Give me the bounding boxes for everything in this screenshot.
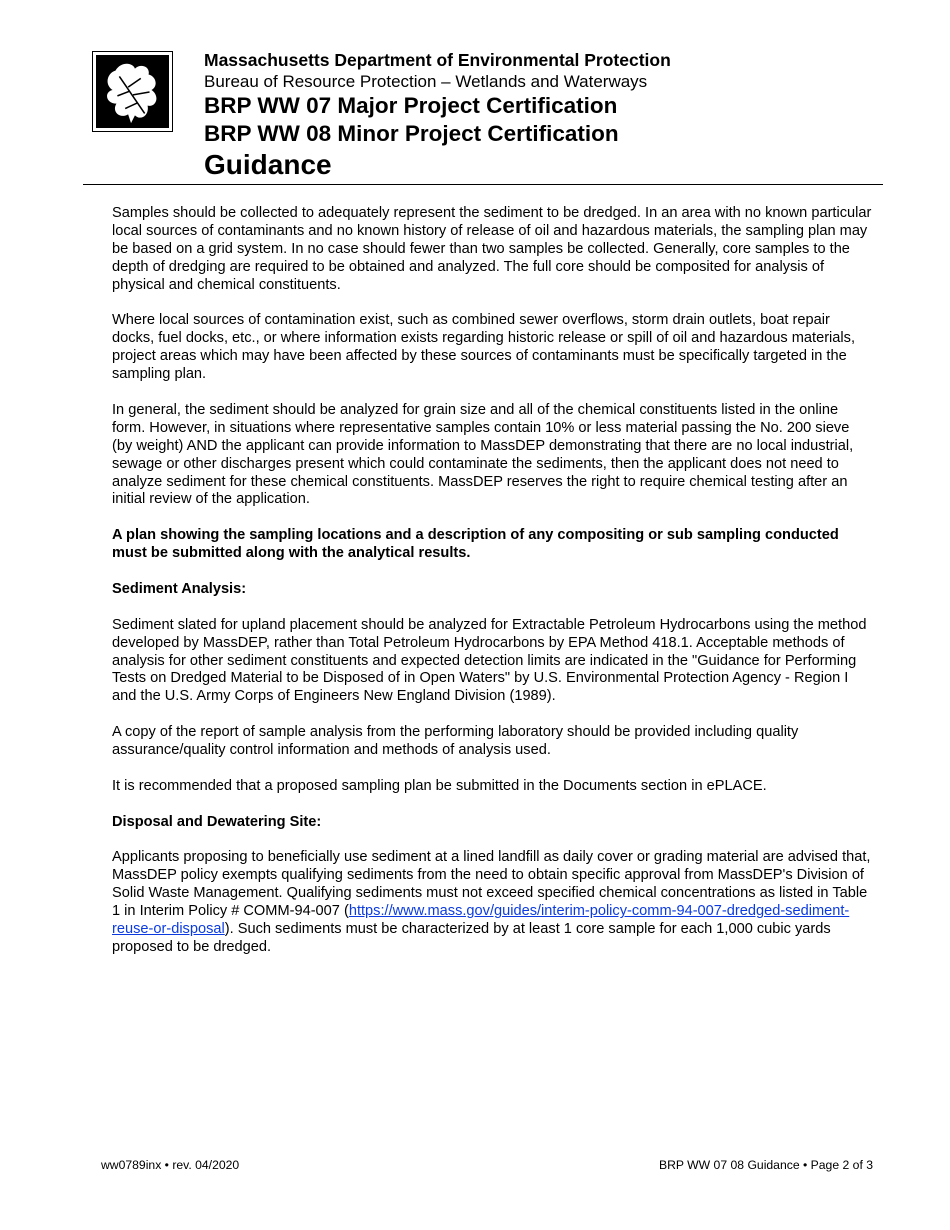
paragraph-disposal [112,849,872,956]
disposal-text-end: ). Such sediments must be characterized by at least 1 core sample for each 1,000 cubic yards proposed to be dredged. [112,921,831,956]
footer-page-label: BRP WW 07 08 Guidance • Page 2 of 3 [658,1158,873,1172]
agency-name: Massachusetts Department of Environmental Protection [204,50,671,70]
disposal-text-start: Applicants proposing to beneficially use sediment at a lined landfill as daily cover or grading material are advised that, MassDEP policy exempts qualifying sediments from the need to obtain specific approval from MassDEP's Division of Solid Waste Management. Qualifying sediments must not exceed specified chemical concentrations as listed in Table 1 in Interim Policy # COMM-94-007 ( [112,849,871,920]
interim-policy-link[interactable]: https://www.mass.gov/guides/interim-policy-comm-94-007-dredged-sediment-reuse-or-disposal [112,903,850,938]
form-title-minor: BRP WW 08 Minor Project Certification [204,121,619,146]
paragraph-sampling: Samples should be collected to adequately represent the sediment to be dredged. In an area with no known particular local sources of contaminants and no known history of release of oil and hazardous materials, the sampling plan may be based on a grid system. In no case should fewer than two samples be collected. Generally, core samples to the depth of dredging are required to be obtained and analyzed. The full core should be composited for analysis of physical and chemical constituents. [112,205,872,293]
form-title-major: BRP WW 07 Major Project Certification [204,93,618,118]
document-body [112,205,872,975]
paragraph-analysis: In general, the sediment should be analyzed for grain size and all of the chemical constituents listed in the online form. However, in situations where representative samples contain 10% or less material passing the No. 200 sieve (by weight) AND the applicant can provide information to MassDEP demonstrating that there are no local industrial, sewage or other discharges present which could contaminate the sediments, then the applicant does not need to analyze sediment for these chemical constituents. MassDEP reserves the right to require chemical testing after an initial review of the application. [112,401,854,508]
paragraph-methods: Sediment slated for upland placement should be analyzed for Extractable Petroleum Hydrocarbons using the method developed by MassDEP, rather than Total Petroleum Hydrocarbons by EPA Method 418.1. Acceptable methods of analysis for other sediment constituents and expected detection limits are indicated in the "Guidance for Performing Tests on Dredged Material to be Disposed of in Open Waters" by U.S. Environmental Protection Agency - Region I and the U.S. Army Corps of Engineers New England Division (1989). [112,616,867,705]
document-type: Guidance [204,149,332,180]
heading-disposal-site: Disposal and Dewatering Site: [112,813,322,830]
sampling-plan-note: A plan showing the sampling locations and a description of any compositing or sub sampling conducted must be submitted along with the analytical results. [112,527,839,562]
footer-form-id: ww0789inx • rev. 04/2020 [101,1158,240,1172]
bureau-name: Bureau of Resource Protection – Wetlands and Waterways [204,72,648,91]
paragraph-eplace: It is recommended that a proposed sampling plan be submitted in the Documents section in ePLACE. [112,777,767,794]
document-header [204,50,894,182]
paragraph-report: A copy of the report of sample analysis from the performing laboratory should be provided including quality assurance/quality control information and methods of analysis used. [112,724,799,759]
oak-leaf-icon [96,55,169,128]
paragraph-contamination: Where local sources of contamination exist, such as combined sewer overflows, storm drain outlets, boat repair docks, fuel docks, etc., or where information exists regarding historic release or spill of oil and hazardous materials, project areas which may have been affected by these sources of contaminants must be specifically targeted in the sampling plan. [112,312,856,383]
heading-sediment-analysis: Sediment Analysis: [112,580,247,597]
header-divider [83,184,883,185]
massdep-logo [92,51,173,132]
